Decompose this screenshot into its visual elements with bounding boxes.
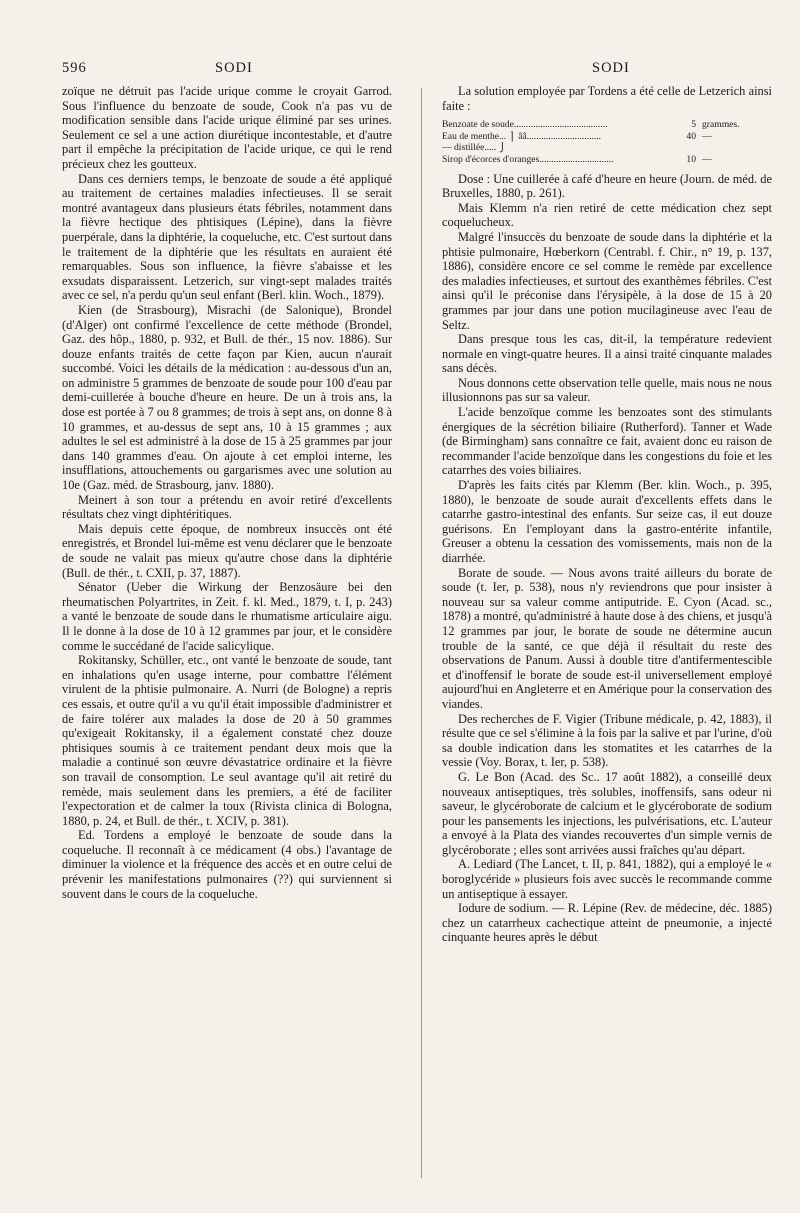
running-head-right: SODI — [592, 60, 630, 76]
recipe-quantity: 5 — [691, 119, 696, 131]
paragraph: Des recherches de F. Vigier (Tribune médicale, p. 42, 1883), il résulte que ce sel s'élimine à la fois par la salive et par l'urine, d'où sa double indication dans les stomatites et les catarrhes de la vessie (Voy. Borax, t. Ier, p. 538). — [442, 711, 772, 770]
paragraph: Kien (de Strasbourg), Misrachi (de Salonique), Brondel (d'Alger) ont confirmé l'excellence de cette méthode (Brondel, Gaz. des hôp., 1880, p. 932, et Bull. de thér., 15 nov. 1886). Sur douze enfants traités de cette façon par Kien, aucun n'aurait succombé. Voici les détails de la médication : au-dessous d'un an, on administre 5 grammes de benzoate de soude pour 100 d'eau par demi-cuillerée à bouche d'heure en heure. De un à trois ans, la dose est portée à 7 ou 8 grammes; de trois à sept ans, on donne 8 à 10 grammes, et au-dessus de sept ans, 10 à 15 grammes ; aux adultes le sel est administré à la dose de 15 à 25 grammes par jour dans 140 grammes d'eau. On ajoute à cet emploi interne, les insufflations, attouchements ou gargarismes avec une solution au 10e (Gaz. méd. de Strasbourg, janv. 1880). — [62, 302, 392, 493]
recipe-row — [442, 154, 772, 166]
column-divider — [421, 88, 422, 1178]
recipe-row — [442, 131, 772, 143]
paragraph: L'acide benzoïque comme les benzoates sont des stimulants énergiques de la sécrétion biliaire (Rutherford). Tanner et Wade (de Birmingham) sans connaître ce fait, avaient donc eu raison de recommander l'acide benzoïque dans les congestions du foie et les catarrhes des voies biliaires. — [442, 405, 772, 478]
recipe-unit: — — [702, 130, 712, 142]
recipe-table — [442, 119, 772, 165]
paragraph: D'après les faits cités par Klemm (Ber. klin. Woch., p. 395, 1880), le benzoate de soude aurait d'excellents effets dans le catarrhe gastro-intestinal des enfants. Sur seize cas, il eut douze guérisons. En l'employant dans la gastro-entérite infantile, Greuser a obtenu la cessation des vomissements, mais non de la diarrhée. — [442, 478, 772, 565]
paragraph: Iodure de sodium. — R. Lépine (Rev. de médecine, déc. 1885) chez un catarrheux cachectique atteint de pneumonie, a injecté cinquante heures après le début — [442, 901, 772, 945]
paragraph: G. Le Bon (Acad. des Sc.. 17 août 1882), a conseillé deux nouveaux antiseptiques, très solubles, inoffensifs, sans odeur ni saveur, le glycéroborate de calcium et le glycéroborate de sodium pour les pansements les injections, les pulvérisations, etc. L'auteur a envoyé à la Plata des viandes recouvertes d'un simple vernis de glycéroborate ; elles sont arrivées aussi fraîches qu'au départ. — [442, 769, 772, 857]
recipe-ingredient: Sirop d'écorces d'oranges............................... — [442, 153, 614, 165]
paragraph: Malgré l'insuccès du benzoate de soude dans la diphtérie et la phtisie pulmonaire, Hœberkorn (Centrabl. f. Chir., n° 19, p. 137, 1886), considère encore ce sel comme le remède par excellence des maladies infectieuses, et surtout des exanthèmes fébriles. C'est ainsi qu'il le préconise dans l'érysipèle, à la dose de 15 à 20 grammes par jour dans une potion mucilagineuse avec l'eau de Seltz. — [442, 229, 772, 332]
paragraph: Sénator (Ueber die Wirkung der Benzosäure bei den rheumatischen Polyartrites, in Zeit. f. kl. Med., 1879, t. I, p. 243) a vanté le benzoate de soude dans le rhumatisme articulaire aigu. Il le donne à la dose de 10 à 12 grammes par jour, et le considère comme le succédané de l'acide salicylique. — [62, 580, 392, 653]
paragraph: zoïque ne détruit pas l'acide urique comme le croyait Garrod. Sous l'influence du benzoate de soude, Cook n'a pas vu de modification sensible dans l'acide urique éliminé par ses urines. Seulement ce sel a une action diurétique incontestable, et d'autre part il empêche la précipitation de l'acide urique, ce qui le rend précieux chez les goutteux. — [62, 84, 392, 171]
recipe-ingredient: — distillée..... ⎭ — [442, 142, 506, 154]
paragraph: Dans presque tous les cas, dit-il, la température redevient normale en vingt-quatre heures. Il a ainsi traité cinquante malades sans décès. — [442, 332, 772, 376]
paragraph: Ed. Tordens a employé le benzoate de soude dans la coqueluche. Il reconnaît à ce médicament (4 obs.) l'avantage de diminuer la violence et la fréquence des accès et en outre celui de prévenir les manifestations pulmonaires (??) qui surviennent si souvent dans le cours de la coqueluche. — [62, 828, 392, 901]
recipe-quantity: 10 — [686, 153, 696, 165]
right-column — [442, 84, 772, 945]
page-number: 596 — [62, 60, 87, 76]
recipe-unit: grammes. — [702, 119, 740, 131]
paragraph: Nous donnons cette observation telle quelle, mais nous ne nous illusionnons pas sur sa valeur. — [442, 375, 772, 405]
recipe-ingredient: Eau de menthe... ⎫ ââ............................... — [442, 130, 602, 142]
recipe-quantity: 40 — [686, 130, 696, 142]
recipe-ingredient: Benzoate de soude....................................... — [442, 119, 608, 131]
paragraph: Dans ces derniers temps, le benzoate de soude a été appliqué au traitement de certaines maladies infectieuses. Il se serait montré avantageux dans plusieurs états fébriles, notamment dans la fièvre hectique des phtisiques (Lépine), dans la fièvre puerpérale, dans la diphtérie, la coqueluche, etc. C'est surtout dans le traitement de la diphtérie que les résultats en auraient été remarquables. Sous son influence, la fièvre s'abaisse et les exsudats disparaissent. Letzerich, sur vingt-sept malades traités avec ce sel, n'a perdu qu'un seul enfant (Berl. klin. Woch., 1879). — [62, 171, 392, 303]
paragraph: Mais depuis cette époque, de nombreux insuccès ont été enregistrés, et Brondel lui-même est venu déclarer que le benzoate de soude ne valait pas mieux qu'autre chose dans la diphtérie (Bull. de thér., t. CXII, p. 37, 1887). — [62, 521, 392, 580]
paragraph: Dose : Une cuillerée à café d'heure en heure (Journ. de méd. de Bruxelles, 1880, p. 261). — [442, 171, 772, 201]
paragraph: Borate de soude. — Nous avons traité ailleurs du borate de soude (t. Ier, p. 538), nous n'y reviendrons que pour insister à nouveau sur sa valeur comme antiputride. E. Cyon (Acad. sc., 1878) a montré, qu'administré à haute dose à des chiens, et jusqu'à 12 grammes par jour, le borate de soude ne détermine aucun trouble de la santé, ce que déjà il résultait du reste des observations de Panum. Aussi à double titre d'antifermentescible et d'inoffensif le borate de soude est-il universellement employé aujourd'hui en Angleterre et en Amérique pour la conservation des viandes. — [442, 565, 772, 711]
recipe-row — [442, 119, 772, 131]
paragraph: Rokitansky, Schüller, etc., ont vanté le benzoate de soude, tant en inhalations qu'en usage interne, pour combattre l'élément virulent de la phtisie pulmonaire. A. Nurri (de Bologne) a repris ces essais, et outre qu'il a vu qu'il était impossible d'administrer et de faire tolérer aux malades la dose de 20 à 50 grammes qu'exigeait Rokitansky, il a également constaté chez douze phtisiques soumis à ce traitement pendant deux mois que la maladie a continué son œuvre dévastatrice ordinaire et la fièvre son travail de consomption. Le seul avantage qu'il ait retiré du remède, mais seulement dans les premiers, a été de faciliter l'expectoration et de calmer la toux (Rivista clinica di Bologna, 1880, p. 24, et Bull. de thér., t. XCIV, p. 381). — [62, 653, 392, 828]
left-column — [62, 84, 392, 901]
paragraph: La solution employée par Tordens a été celle de Letzerich ainsi faite : — [442, 84, 772, 113]
paragraph: Meinert à son tour a prétendu en avoir retiré d'excellents résultats chez vingt diphtéritiques. — [62, 492, 392, 522]
recipe-row — [442, 142, 772, 154]
recipe-unit: — — [702, 153, 712, 165]
paragraph: Mais Klemm n'a rien retiré de cette médication chez sept coquelucheux. — [442, 200, 772, 230]
paragraph: A. Lediard (The Lancet, t. II, p. 841, 1882), qui a employé le « boroglycéride » plusieurs fois avec succès le recommande comme un antiseptique à essayer. — [442, 857, 772, 901]
running-head-left: SODI — [215, 60, 253, 76]
